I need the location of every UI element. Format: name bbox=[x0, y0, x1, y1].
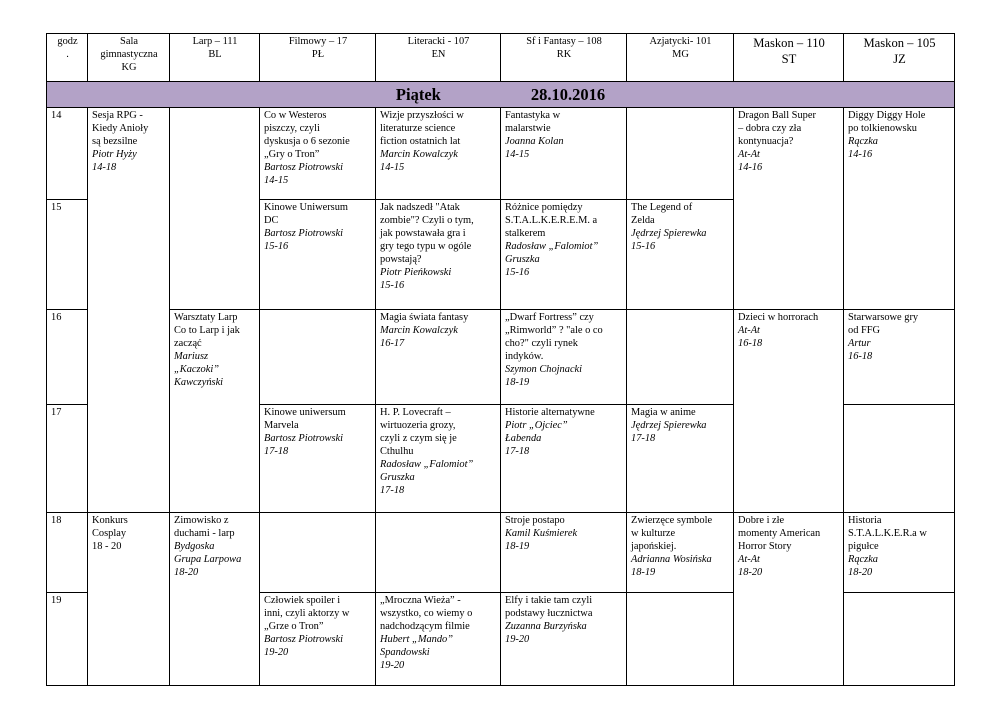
event-title: Warsztaty Larp Co to Larp i jak zacząć bbox=[174, 312, 240, 349]
event-speaker: Rączka bbox=[848, 136, 879, 147]
event-speaker: Marcin Kowalczyk bbox=[380, 149, 458, 160]
event-cell bbox=[260, 200, 376, 310]
event-cell bbox=[170, 513, 260, 686]
event-speaker: Adrianna Wosińska bbox=[631, 554, 712, 565]
event-cell bbox=[501, 405, 627, 513]
event-title: Konkurs Cosplay 18 - 20 bbox=[92, 515, 128, 552]
event-title: Kinowe Uniwersum DC bbox=[264, 202, 348, 226]
event-title: Diggy Diggy Hole po tolkienowsku bbox=[848, 110, 926, 134]
empty-cell bbox=[170, 108, 260, 310]
event-cell bbox=[844, 108, 955, 310]
event-speaker: Marcin Kowalczyk bbox=[380, 325, 458, 336]
hour-cell: 19 bbox=[47, 593, 88, 686]
event-time: 16-17 bbox=[380, 338, 405, 349]
day-name: Piątek bbox=[395, 85, 441, 104]
event-speaker: Bydgoska Grupa Larpowa 18-20 bbox=[174, 541, 242, 578]
empty-cell bbox=[844, 405, 955, 513]
event-speaker: Bartosz Piotrowski bbox=[264, 433, 343, 444]
empty-cell bbox=[627, 310, 734, 405]
event-title: „Dwarf Fortress” czy „Rimworld” ? "ale o co cho?" czyli rynek indyków. bbox=[505, 312, 603, 362]
event-cell bbox=[501, 200, 627, 310]
event-cell bbox=[627, 200, 734, 310]
event-title: Jak nadszedł "Atak zombie"? Czyli o tym, jak powstawała gra i gry tego typu w ogóle powstają? bbox=[380, 202, 474, 265]
event-speaker: Jędrzej Spierewka bbox=[631, 228, 707, 239]
event-cell bbox=[376, 108, 501, 200]
empty-cell bbox=[844, 593, 955, 686]
hour-row-14 bbox=[47, 108, 955, 200]
event-time: 14-15 bbox=[380, 162, 405, 173]
event-cell bbox=[376, 200, 501, 310]
col-header-rk: Sf i Fantasy – 108 RK bbox=[501, 34, 627, 82]
event-title: The Legend of Zelda bbox=[631, 202, 693, 226]
col-header-st: Maskon – 110 ST bbox=[734, 34, 844, 82]
event-time: 18-20 bbox=[738, 567, 763, 578]
event-speaker: Radosław „Falomiot” Gruszka bbox=[380, 459, 474, 483]
event-cell bbox=[627, 405, 734, 513]
event-title: Starwarsowe gry od FFG bbox=[848, 312, 919, 336]
event-title: Zwierzęce symbole w kulturze japońskiej. bbox=[631, 515, 713, 552]
event-cell bbox=[501, 513, 627, 593]
event-speaker: Joanna Kolan bbox=[505, 136, 564, 147]
hour-row-18 bbox=[47, 513, 955, 593]
event-cell bbox=[844, 513, 955, 593]
header-row bbox=[47, 34, 955, 82]
event-time: 17-18 bbox=[631, 433, 656, 444]
event-title: „Mroczna Wieża” - wszystko, co wiemy o nadchodzącym filmie bbox=[380, 595, 473, 632]
event-title: Dragon Ball Super – dobra czy zła kontynuacja? bbox=[738, 110, 816, 147]
event-speaker: Bartosz Piotrowski bbox=[264, 228, 343, 239]
event-title: Człowiek spoiler i inni, czyli aktorzy w „Grze o Tron” bbox=[264, 595, 350, 632]
event-time: 14-15 bbox=[264, 175, 289, 186]
event-cell bbox=[260, 405, 376, 513]
event-time: 16-18 bbox=[738, 338, 763, 349]
event-cell bbox=[734, 310, 844, 513]
event-time: 17-18 bbox=[380, 485, 405, 496]
event-cell bbox=[627, 513, 734, 593]
event-speaker: Rączka bbox=[848, 554, 879, 565]
event-cell bbox=[376, 310, 501, 405]
event-speaker: Piotr „Ojciec” Łabenda bbox=[505, 420, 568, 444]
col-header-jz: Maskon – 105 JZ bbox=[844, 34, 955, 82]
col-header-kg: Sala gimnastyczna KG bbox=[88, 34, 170, 82]
event-cell bbox=[170, 310, 260, 513]
col-header-mg: Azjatycki- 101 MG bbox=[627, 34, 734, 82]
col-header-bl: Larp – 111 BL bbox=[170, 34, 260, 82]
event-time: 14-18 bbox=[92, 162, 117, 173]
event-speaker: Kamil Kuśmierek bbox=[505, 528, 578, 539]
day-banner bbox=[47, 82, 955, 108]
event-title: Fantastyka w malarstwie bbox=[505, 110, 561, 134]
event-title: Dobre i złe momenty American Horror Story bbox=[738, 515, 821, 552]
empty-cell bbox=[376, 513, 501, 593]
event-time: 18-19 bbox=[505, 377, 530, 388]
event-speaker: Zuzanna Burzyńska bbox=[505, 621, 587, 632]
event-time: 19-20 bbox=[380, 660, 405, 671]
event-time: 15-16 bbox=[380, 280, 405, 291]
event-cell bbox=[501, 310, 627, 405]
event-speaker: Bartosz Piotrowski bbox=[264, 634, 343, 645]
event-title: Co w Westeros piszczy, czyli dyskusja o 6 sezonie „Gry o Tron” bbox=[264, 110, 350, 160]
day-date: 28.10.2016 bbox=[530, 85, 606, 104]
event-cell bbox=[844, 310, 955, 405]
event-title: Dzieci w horrorach bbox=[738, 312, 819, 323]
hour-row-16 bbox=[47, 310, 955, 405]
empty-cell bbox=[627, 593, 734, 686]
event-cell bbox=[376, 405, 501, 513]
event-speaker: At-At bbox=[738, 149, 760, 160]
hour-cell: 15 bbox=[47, 200, 88, 310]
event-title: Magia świata fantasy bbox=[380, 312, 469, 323]
event-speaker: Szymon Chojnacki bbox=[505, 364, 583, 375]
event-time: 18-20 bbox=[848, 567, 873, 578]
event-speaker: Jędrzej Spierewka bbox=[631, 420, 707, 431]
event-time: 15-16 bbox=[264, 241, 289, 252]
event-speaker: Artur bbox=[848, 338, 871, 349]
event-time: 17-18 bbox=[264, 446, 289, 457]
event-cell bbox=[376, 593, 501, 686]
event-speaker: At-At bbox=[738, 325, 760, 336]
day-row bbox=[47, 82, 955, 108]
event-time: 19-20 bbox=[505, 634, 530, 645]
event-time: 15-16 bbox=[505, 267, 530, 278]
event-title: Zimowisko z duchami - larp bbox=[174, 515, 235, 539]
hour-cell: 16 bbox=[47, 310, 88, 405]
hour-cell: 17 bbox=[47, 405, 88, 513]
event-time: 15-16 bbox=[631, 241, 656, 252]
event-title: Kinowe uniwersum Marvela bbox=[264, 407, 346, 431]
empty-cell bbox=[627, 108, 734, 200]
event-title: Elfy i takie tam czyli podstawy łucznictwa bbox=[505, 595, 593, 619]
event-title: Stroje postapo bbox=[505, 515, 565, 526]
empty-cell bbox=[260, 310, 376, 405]
event-title: Różnice pomiędzy S.T.A.L.K.E.R.E.M. a stalkerem bbox=[505, 202, 598, 239]
event-title: Wizje przyszłości w literaturze science fiction ostatnich lat bbox=[380, 110, 464, 147]
event-title: Magia w anime bbox=[631, 407, 696, 418]
event-cell bbox=[501, 593, 627, 686]
col-header-en: Literacki - 107 EN bbox=[376, 34, 501, 82]
event-cell bbox=[88, 513, 170, 686]
hour-cell: 14 bbox=[47, 108, 88, 200]
event-cell bbox=[88, 108, 170, 513]
event-cell bbox=[260, 593, 376, 686]
event-time: 14-16 bbox=[738, 162, 763, 173]
event-title: H. P. Lovecraft – wirtuozeria grozy, czyli z czym się je Cthulhu bbox=[380, 407, 457, 457]
event-title: Historia S.T.A.L.K.E.R.a w pigułce bbox=[848, 515, 927, 552]
event-time: 17-18 bbox=[505, 446, 530, 457]
event-speaker: Radosław „Falomiot” Gruszka bbox=[505, 241, 599, 265]
event-speaker: At-At bbox=[738, 554, 760, 565]
event-cell bbox=[734, 108, 844, 310]
event-cell bbox=[260, 108, 376, 200]
col-header-hour: godz . bbox=[47, 34, 88, 82]
event-speaker: Hubert „Mando” Spandowski bbox=[380, 634, 454, 658]
schedule-table bbox=[46, 33, 955, 686]
event-time: 19-20 bbox=[264, 647, 289, 658]
event-time: 16-18 bbox=[848, 351, 873, 362]
event-time: 18-19 bbox=[505, 541, 530, 552]
hour-cell: 18 bbox=[47, 513, 88, 593]
event-speaker: Piotr Pieńkowski bbox=[380, 267, 452, 278]
col-header-pl: Filmowy – 17 PŁ bbox=[260, 34, 376, 82]
event-cell bbox=[501, 108, 627, 200]
event-title: Sesja RPG - Kiedy Anioły są bezsilne bbox=[92, 110, 149, 147]
event-time: 14-16 bbox=[848, 149, 873, 160]
event-title: Historie alternatywne bbox=[505, 407, 595, 418]
event-cell bbox=[734, 513, 844, 686]
event-time: 14-15 bbox=[505, 149, 530, 160]
event-speaker: Bartosz Piotrowski bbox=[264, 162, 343, 173]
event-speaker: Mariusz „Kaczoki” Kawczyński bbox=[174, 351, 224, 388]
event-time: 18-19 bbox=[631, 567, 656, 578]
empty-cell bbox=[260, 513, 376, 593]
event-speaker: Piotr Hyży bbox=[92, 149, 137, 160]
